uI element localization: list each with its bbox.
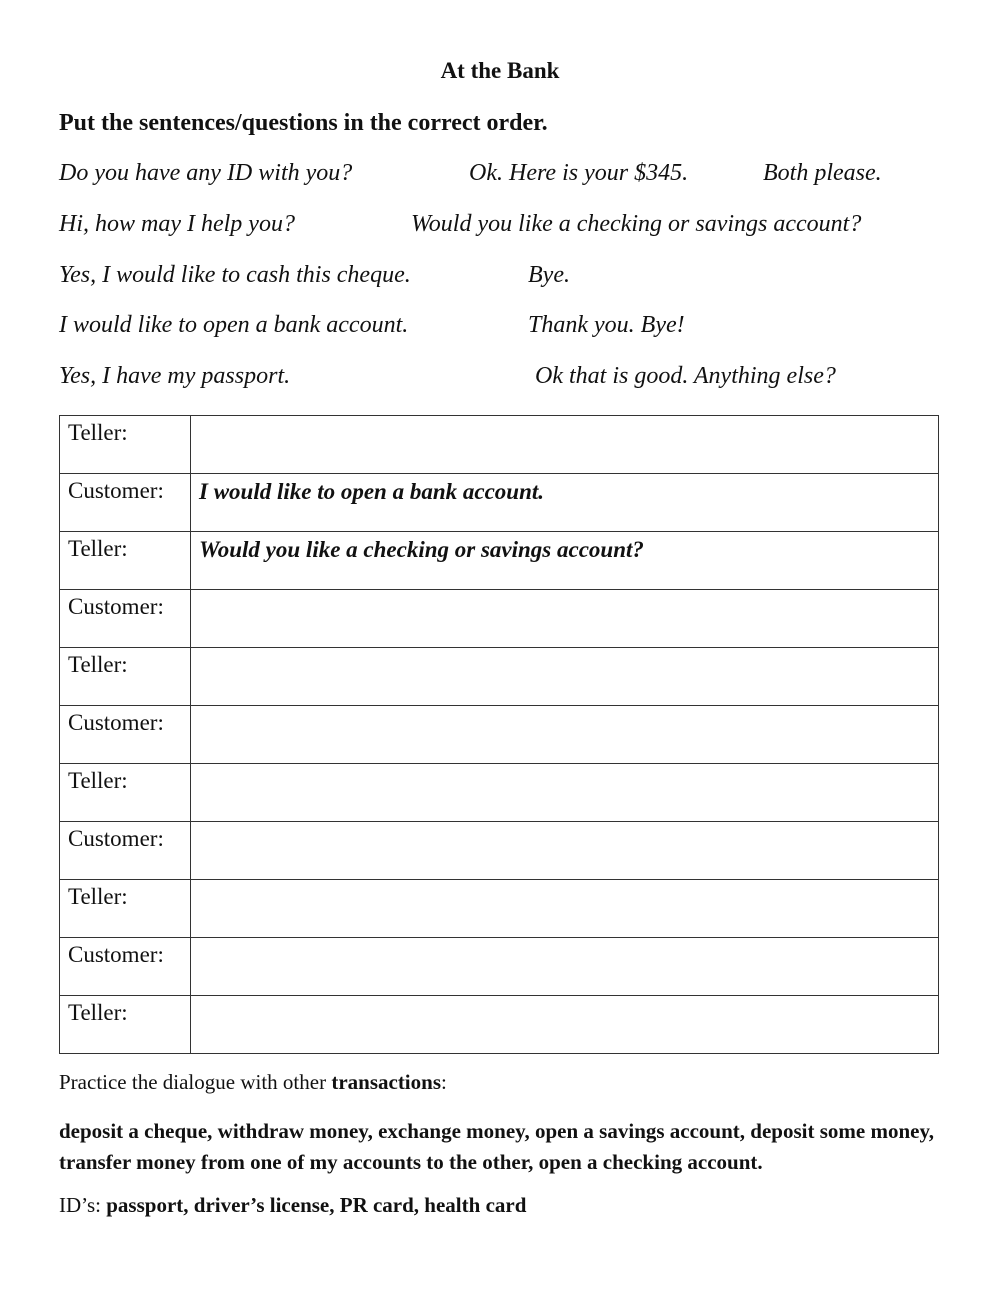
sentence-option: I would like to open a bank account. (59, 312, 409, 338)
sentence-option: Thank you. Bye! (528, 312, 685, 338)
table-row (60, 822, 939, 880)
sentence-option: Hi, how may I help you? (59, 211, 295, 237)
speaker-label: Customer: (60, 474, 191, 532)
table-row (60, 532, 939, 590)
sentence-option: Would you like a checking or savings account? (411, 211, 862, 237)
dialogue-answer-cell[interactable] (191, 764, 939, 822)
page-title: At the Bank (440, 58, 560, 83)
table-row (60, 416, 939, 474)
table-row (60, 996, 939, 1054)
speaker-label: Teller: (60, 416, 191, 474)
sentence-option: Yes, I have my passport. (59, 363, 291, 389)
table-row (60, 648, 939, 706)
dialogue-answer-cell[interactable]: I would like to open a bank account. (191, 474, 939, 532)
dialogue-answer-cell[interactable] (191, 996, 939, 1054)
transactions-list: deposit a cheque, withdraw money, exchange money, open a savings account, deposit some money, transfer money from one of my accounts to the other, open a checking account. (59, 1119, 935, 1174)
practice-suffix: : (441, 1070, 447, 1094)
speaker-label: Customer: (60, 938, 191, 996)
practice-prefix: Practice the dialogue with other (59, 1070, 332, 1094)
dialogue-answer-cell[interactable] (191, 880, 939, 938)
table-row (60, 938, 939, 996)
speaker-label: Teller: (60, 996, 191, 1054)
id-prefix: ID’s: (59, 1193, 107, 1217)
speaker-label: Customer: (60, 590, 191, 648)
dialogue-answer-cell[interactable] (191, 938, 939, 996)
table-row (60, 474, 939, 532)
sentence-option: Yes, I would like to cash this cheque. (59, 262, 411, 288)
table-row (60, 590, 939, 648)
dialogue-answer-cell[interactable] (191, 416, 939, 474)
dialogue-answer-cell[interactable] (191, 648, 939, 706)
practice-instruction (59, 1070, 447, 1095)
speaker-label: Teller: (60, 880, 191, 938)
sentence-option: Both please. (763, 160, 882, 186)
id-items: passport, driver’s license, PR card, health card (106, 1193, 527, 1217)
id-list (59, 1193, 526, 1218)
sentence-option: Ok that is good. Anything else? (535, 363, 836, 389)
table-row (60, 706, 939, 764)
instruction-heading: Put the sentences/questions in the correct order. (59, 110, 548, 136)
speaker-label: Teller: (60, 764, 191, 822)
practice-keyword: transactions (331, 1070, 441, 1094)
sentence-option: Bye. (528, 262, 570, 288)
speaker-label: Customer: (60, 822, 191, 880)
speaker-label: Customer: (60, 706, 191, 764)
sentence-option: Do you have any ID with you? (59, 160, 353, 186)
dialogue-answer-cell[interactable] (191, 822, 939, 880)
dialogue-answer-cell[interactable] (191, 590, 939, 648)
speaker-label: Teller: (60, 532, 191, 590)
dialogue-answer-cell[interactable] (191, 706, 939, 764)
dialogue-table (59, 415, 939, 1054)
table-row (60, 764, 939, 822)
table-row (60, 880, 939, 938)
dialogue-answer-cell[interactable]: Would you like a checking or savings account? (191, 532, 939, 590)
sentence-option: Ok. Here is your $345. (469, 160, 689, 186)
speaker-label: Teller: (60, 648, 191, 706)
